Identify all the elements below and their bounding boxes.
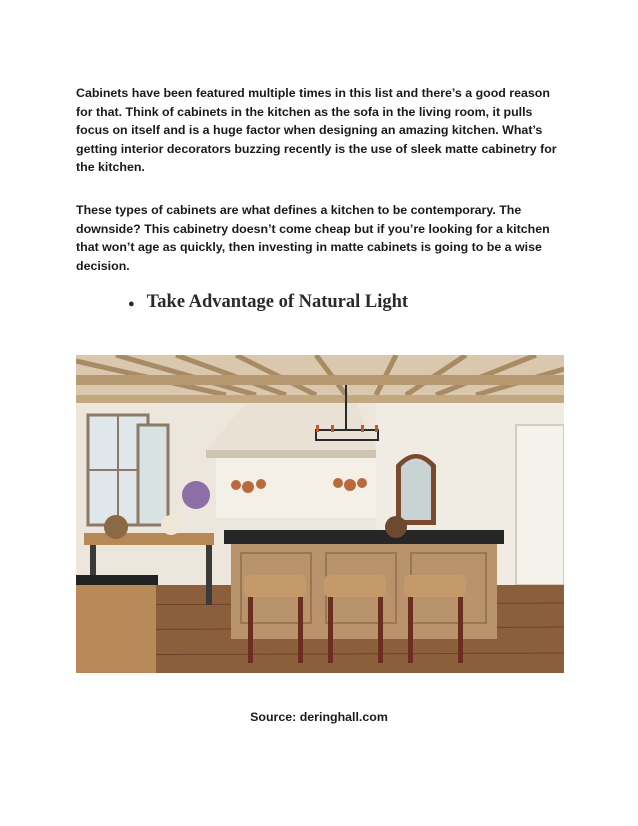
body-paragraph-cabinets: Cabinets have been featured multiple times in this list and there’s a good reason for that. Think of cabinets in the kitchen as the sofa in the living room, it pulls focus on itself and is a huge factor when designing an amazing kitchen. What’s getting interior decorators buzzing recently is the use of sleek matte cabinetry for the kitchen. xyxy=(76,86,557,175)
image-source-caption: Source: deringhall.com xyxy=(250,710,388,724)
kitchen-photo xyxy=(76,355,564,673)
section-heading: Take Advantage of Natural Light xyxy=(146,292,409,312)
section-heading-bullet xyxy=(128,292,408,313)
body-paragraph-contemporary: These types of cabinets are what defines a kitchen to be contemporary. The downside? This cabinetry doesn’t come cheap but if you’re looking for a kitchen that won’t age as quickly, then investing in matte cabinets is going to be a wise decision. xyxy=(76,203,550,273)
bullet-icon: ● xyxy=(128,297,135,310)
